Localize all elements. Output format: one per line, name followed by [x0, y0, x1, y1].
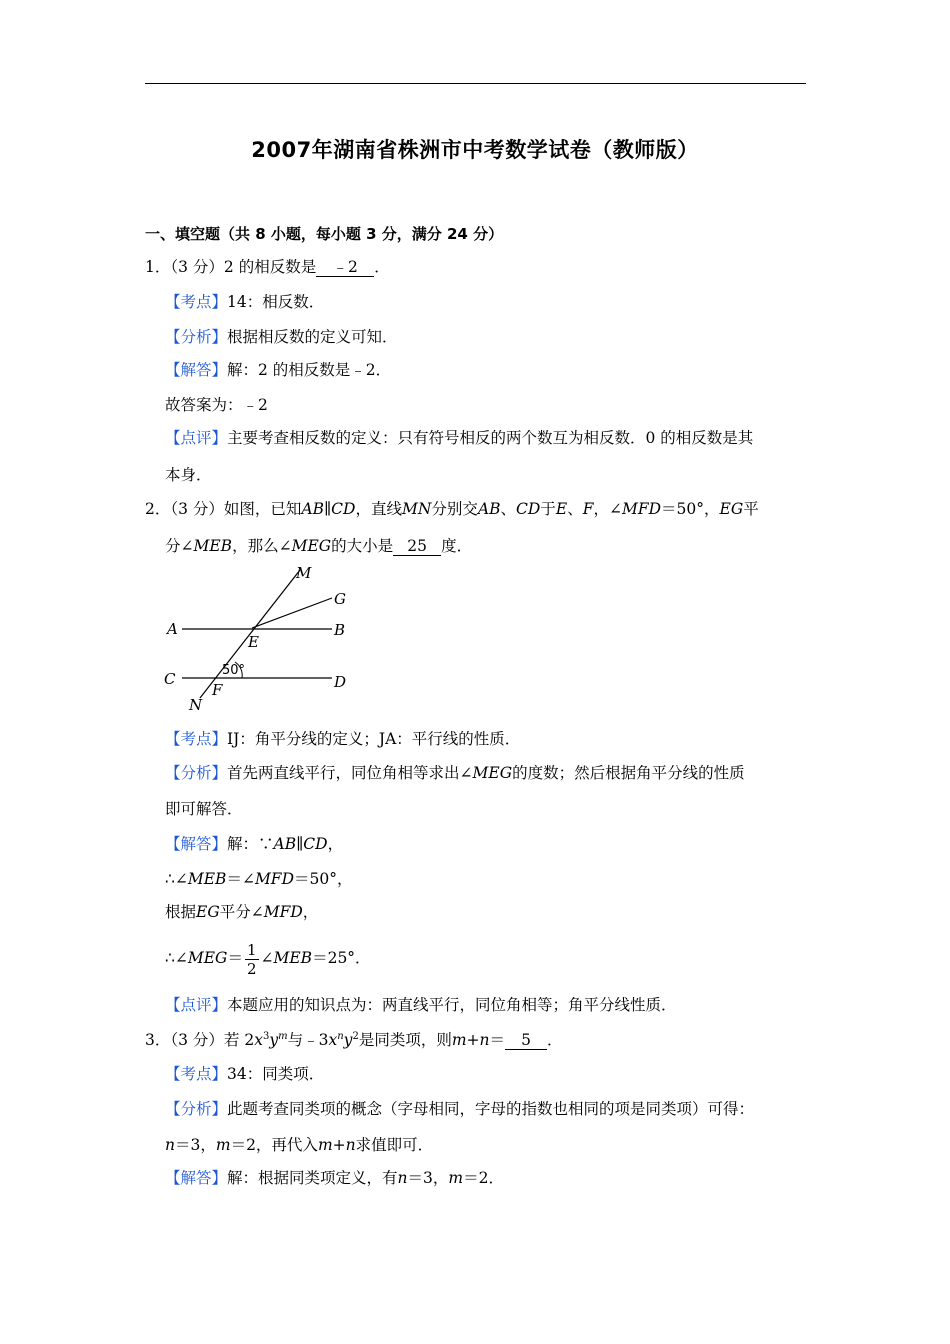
- q2-step-2: [165, 902, 318, 922]
- q2-stem: ，∠: [593, 500, 622, 518]
- q3-fenxi-cont: [165, 1135, 433, 1155]
- q3-fenxi-text: 此题考查同类项的概念（字母相同，字母的指数也相同的项是同类项）可得：: [227, 1100, 755, 1118]
- q3-kaodian: [165, 1064, 324, 1084]
- q2-jieda-text: 解：∵: [227, 835, 274, 853]
- q2-stem: 如图，已知: [223, 500, 302, 518]
- q2-var: MFD: [263, 903, 303, 921]
- q3-exp: 3: [262, 1030, 270, 1042]
- fraction-half: [245, 941, 259, 978]
- q3-stem: 是同类项，则: [358, 1031, 452, 1049]
- q2-stem: 、: [500, 500, 517, 518]
- q2-step-text: ＝50°，: [294, 870, 353, 888]
- label-e: E: [248, 633, 259, 651]
- q3-var: m: [215, 1136, 231, 1154]
- label-m: M: [296, 564, 312, 582]
- q2-stem: 于: [540, 500, 556, 518]
- q2-score: （3 分）: [170, 500, 224, 518]
- q2-var: MFD: [621, 500, 662, 518]
- fraction-numerator: 1: [246, 940, 257, 959]
- q2-fenxi: [165, 763, 745, 783]
- q2-var: E: [555, 500, 568, 518]
- fenxi-tag: 【分析】: [165, 1100, 228, 1118]
- q2-number: 2．: [145, 500, 171, 518]
- q1-jieda: [165, 360, 391, 380]
- q2-fenxi-cont: 即可解答．: [165, 800, 243, 818]
- kaodian-tag: 【考点】: [165, 1065, 228, 1083]
- q2-stem: 平: [743, 500, 759, 518]
- q2-stem: 分∠: [165, 537, 194, 555]
- q3-jieda-text: ＝2．: [463, 1169, 504, 1187]
- q1-stem: 2 的相反数是: [223, 258, 317, 276]
- q2-step-1: [165, 869, 352, 889]
- q3-var: n: [165, 1136, 175, 1154]
- kaodian-tag: 【考点】: [165, 293, 228, 311]
- q3-jieda-text: 解：根据同类项定义，有: [227, 1169, 398, 1187]
- q2-dianping-text: 本题应用的知识点为：两直线平行，同位角相等；角平分线性质．: [227, 996, 677, 1014]
- header-rule: [145, 83, 806, 84]
- q3-score: （3 分）: [170, 1031, 224, 1049]
- label-b: B: [334, 621, 346, 639]
- q2-var: AB∥CD: [301, 500, 356, 518]
- q2-step-text: ，: [302, 903, 319, 921]
- parallel-lines-figure: [162, 558, 362, 718]
- question-2: [145, 499, 759, 519]
- q1-dianping-text: 主要考查相反数的定义：只有符号相反的两个数互为相反数．0 的相反数是其: [227, 429, 754, 447]
- q3-var: m+n: [451, 1031, 490, 1049]
- section-heading: 一、填空题（共 8 小题，每小题 3 分，满分 24 分）: [145, 225, 504, 243]
- q3-var: x: [254, 1031, 263, 1049]
- q1-answer: ﹣2: [316, 258, 374, 277]
- label-d: D: [334, 673, 347, 691]
- q2-var: MEG: [187, 949, 228, 967]
- q3-stem: 若 2: [223, 1031, 255, 1049]
- jieda-tag: 【解答】: [165, 361, 228, 379]
- q2-answer: 25: [393, 537, 441, 556]
- q2-step-text: ＝∠: [226, 870, 255, 888]
- q3-stem: 与﹣3: [287, 1031, 329, 1049]
- q3-var: n: [397, 1169, 408, 1187]
- label-n: N: [189, 696, 203, 714]
- q2-step-text: ∠: [260, 949, 274, 967]
- q3-jieda-text: ＝3，: [407, 1169, 449, 1187]
- q1-score: （3 分）: [170, 258, 224, 276]
- question-1: [145, 257, 390, 277]
- q3-end: ．: [547, 1031, 563, 1049]
- q2-jieda: [165, 834, 343, 854]
- q2-stem: 分别交: [431, 500, 478, 518]
- q2-step-text: 平分∠: [219, 903, 264, 921]
- fenxi-tag: 【分析】: [165, 764, 228, 782]
- dianping-tag: 【点评】: [165, 996, 228, 1014]
- q2-var: F: [582, 500, 594, 518]
- q2-kaodian-text: IJ：角平分线的定义；JA：平行线的性质．: [227, 730, 521, 748]
- q2-step-text: ∴∠: [165, 949, 188, 967]
- q2-step-text: ∴∠: [165, 870, 188, 888]
- q2-stem: 的大小是: [331, 537, 394, 555]
- q2-step-text: 根据: [165, 903, 197, 921]
- label-c: C: [164, 670, 176, 688]
- q1-dianping: [165, 428, 753, 448]
- q1-extra: 故答案为：﹣2: [165, 396, 268, 414]
- q2-stem: ，那么∠: [232, 537, 292, 555]
- q2-fenxi-text: 首先两直线平行，同位角相等求出∠: [227, 764, 473, 782]
- q2-stem: 度．: [441, 537, 473, 555]
- page-title: 2007年湖南省株洲市中考数学试卷（教师版）: [251, 138, 699, 162]
- q2-var: MEB: [193, 537, 233, 555]
- q3-number: 3．: [145, 1031, 171, 1049]
- jieda-tag: 【解答】: [165, 1169, 228, 1187]
- q3-jieda: [165, 1168, 504, 1188]
- label-a: A: [167, 620, 178, 638]
- q2-var: AB∥CD: [273, 835, 328, 853]
- kaodian-tag: 【考点】: [165, 730, 228, 748]
- q3-fenxi-text: ＝3，: [174, 1136, 216, 1154]
- q3-var: m: [448, 1169, 464, 1187]
- label-f: F: [212, 681, 223, 699]
- q1-fenxi-text: 根据相反数的定义可知．: [227, 328, 398, 346]
- q2-var: MN: [401, 500, 432, 518]
- q2-var: EG: [719, 500, 744, 518]
- q1-jieda-text: 解：2 的相反数是﹣2．: [227, 361, 392, 379]
- q2-stem: ＝50°，: [661, 500, 720, 518]
- q1-number: 1．: [145, 258, 171, 276]
- q3-answer: 5: [505, 1031, 547, 1050]
- dianping-tag: 【点评】: [165, 429, 228, 447]
- q2-dianping: [165, 995, 677, 1015]
- q1-end: ．: [374, 258, 390, 276]
- q3-fenxi-text: 求值即可．: [355, 1136, 434, 1154]
- line-eg: [252, 598, 332, 628]
- q1-kaodian: [165, 292, 324, 312]
- fraction-denominator: 2: [246, 959, 257, 978]
- q2-var: EG: [196, 903, 220, 921]
- question-2-cont: [165, 536, 472, 556]
- q2-fenxi-text: 的度数；然后根据角平分线的性质: [512, 764, 745, 782]
- q2-var: CD: [516, 500, 541, 518]
- label-g: G: [334, 590, 346, 608]
- q3-exp: n: [337, 1030, 344, 1042]
- q3-kaodian-text: 34：同类项．: [227, 1065, 325, 1083]
- q2-var: MEG: [291, 537, 332, 555]
- q2-step-text: ＝25°．: [312, 949, 371, 967]
- q2-var: MEB: [187, 870, 227, 888]
- q2-stem: ，直线: [355, 500, 402, 518]
- q3-var: m+n: [317, 1136, 356, 1154]
- q2-step-text: ＝: [227, 949, 243, 967]
- q1-kaodian-text: 14：相反数．: [227, 293, 325, 311]
- q3-exp: 2: [352, 1030, 359, 1042]
- q1-fenxi: [165, 327, 398, 347]
- q2-var: AB: [477, 500, 501, 518]
- q2-var: MFD: [254, 870, 294, 888]
- q2-stem: 、: [567, 500, 583, 518]
- q2-var: MEG: [472, 764, 513, 782]
- q3-var: x: [328, 1031, 338, 1049]
- q2-kaodian: [165, 729, 520, 749]
- q3-stem: ＝: [489, 1031, 506, 1049]
- q3-exp: m: [278, 1030, 288, 1042]
- jieda-tag: 【解答】: [165, 835, 228, 853]
- q2-step-3: [165, 938, 371, 978]
- q3-var: y: [269, 1031, 279, 1049]
- q2-jieda-text: ，: [327, 835, 344, 853]
- question-3: [145, 1030, 563, 1050]
- q3-var: y: [343, 1031, 353, 1049]
- q2-var: MEB: [273, 949, 313, 967]
- fenxi-tag: 【分析】: [165, 328, 228, 346]
- q3-fenxi-text: ＝2，再代入: [230, 1136, 318, 1154]
- q1-dianping-cont: 本身．: [165, 466, 212, 484]
- q3-fenxi: [165, 1099, 754, 1119]
- angle-label: 50°: [222, 663, 246, 678]
